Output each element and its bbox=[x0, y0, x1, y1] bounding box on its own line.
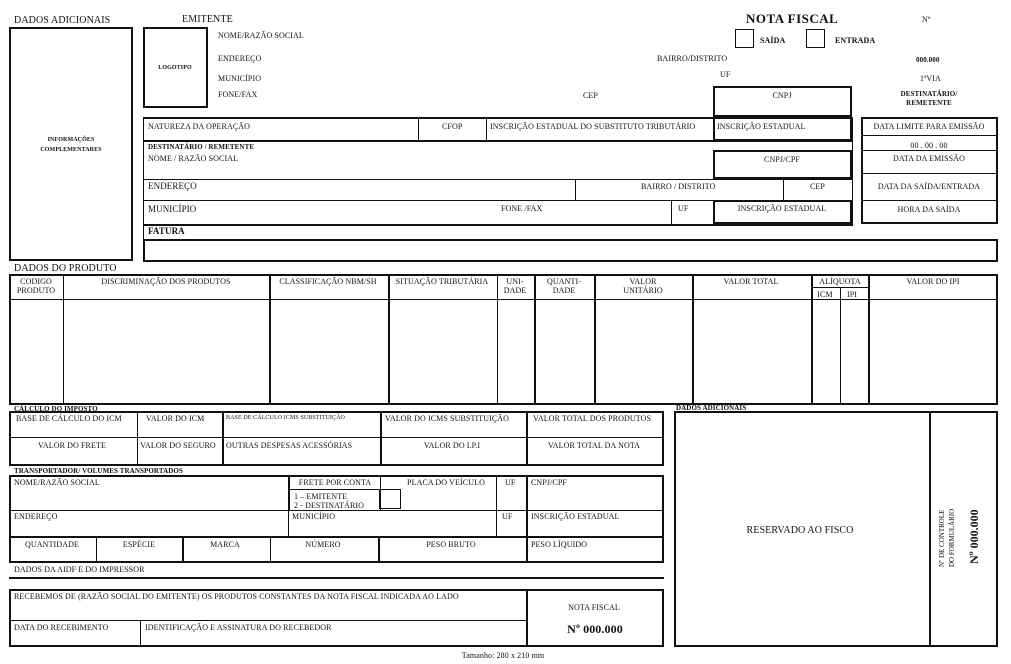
base-icm-label: BASE DE CÁLCULO DO ICM bbox=[16, 414, 122, 423]
aidf-label: DADOS DA AIDF E DO IMPRESSOR bbox=[14, 565, 145, 574]
nota-fiscal-title: NOTA FISCAL bbox=[746, 11, 839, 26]
identificacao-label: IDENTIFICAÇÃO E ASSINATURA DO RECEBEDOR bbox=[145, 623, 332, 632]
entrada-label: ENTRADA bbox=[835, 36, 876, 45]
uni-label: UNI- bbox=[506, 277, 524, 286]
destinatario-cep-label: CEP bbox=[810, 182, 825, 191]
base-subst-label: BASE DE CÁLCULO ICMS SUBSTITUIÇÃO bbox=[226, 415, 345, 421]
divider bbox=[575, 179, 576, 200]
destinatario-fone-label: FONE /FAX bbox=[501, 204, 543, 213]
aliquota-label: ALÍQUOTA bbox=[819, 277, 861, 286]
divider bbox=[526, 476, 528, 562]
peso-bruto-label: PESO BRUTO bbox=[426, 540, 476, 549]
fatura-label: FATURA bbox=[148, 226, 185, 236]
transp-nome-label: NOME/RAZÃO SOCIAL bbox=[14, 478, 100, 487]
valor-nota-label: VALOR TOTAL DA NOTA bbox=[547, 441, 641, 450]
data-emissao-label: DATA DA EMISSÃO bbox=[893, 154, 965, 163]
divider bbox=[222, 412, 224, 465]
divider bbox=[496, 476, 497, 537]
emitente-bairro-label: BAIRRO/DISTRITO bbox=[657, 54, 728, 63]
emitente-label: EMITENTE bbox=[182, 14, 233, 25]
valor-ipi-tax-label: VALOR DO I.P.I bbox=[423, 441, 481, 450]
divider bbox=[862, 200, 997, 201]
divider bbox=[486, 118, 487, 140]
destinatario-uf-label: UF bbox=[678, 204, 689, 213]
discriminacao-label: DISCRIMINAÇÃO DOS PRODUTOS bbox=[101, 277, 231, 286]
frete-destinatario-label: 2 - DESTINATÁRIO bbox=[294, 501, 365, 510]
ie-substituto-label: INSCRIÇÃO ESTADUAL DO SUBSTITUTO TRIBUTÁRIO bbox=[490, 122, 696, 131]
divider bbox=[378, 537, 380, 562]
emitente-municipio-label: MUNICÍPIO bbox=[218, 74, 262, 83]
divider bbox=[288, 510, 289, 536]
divider bbox=[526, 590, 528, 646]
divider bbox=[10, 510, 663, 511]
emitente-fone-label: FONE/FAX bbox=[218, 90, 258, 99]
emitente-cnpj-label: CNPJ bbox=[772, 91, 792, 100]
transp-uf-label: UF bbox=[505, 478, 516, 487]
produtos-title: DADOS DO PRODUTO bbox=[14, 263, 117, 274]
destinatario-municipio-label: MUNICÍPIO bbox=[148, 204, 197, 214]
data-limite-value: 00 . 00 . 00 bbox=[910, 141, 948, 150]
serie-value: 000.000 bbox=[916, 56, 940, 64]
frete-label: VALOR DO FRETE bbox=[38, 441, 106, 450]
controle-bottom-label: DO FORMULÁRIO bbox=[948, 508, 956, 567]
data-recebimento-label: DATA DO RECEBIMENTO bbox=[14, 623, 109, 632]
divider bbox=[418, 118, 419, 140]
divider bbox=[692, 275, 694, 404]
placa-label: PLACA DO VEÍCULO bbox=[407, 478, 485, 487]
informacoes-label: INFORMAÇÕES bbox=[47, 137, 95, 143]
transp-municipio-label: MUNICÍPIO bbox=[292, 512, 336, 521]
divider bbox=[143, 224, 853, 226]
codigo-label: CODIGO bbox=[20, 277, 52, 286]
quantidade-label: QUANTIDADE bbox=[25, 540, 79, 549]
saida-label: SAÍDA bbox=[760, 36, 786, 45]
cnpj-cpf-label: CNPJ/CPF bbox=[764, 155, 800, 164]
produto-label: PRODUTO bbox=[16, 286, 56, 295]
destinatario-title: DESTINATÁRIO / REMETENTE bbox=[148, 143, 255, 151]
divider bbox=[862, 150, 997, 151]
destinatario-bottom-label: REMETENTE bbox=[906, 99, 952, 107]
tamanho-label: Tamanho: 280 x 210 mm bbox=[461, 651, 545, 660]
destinatario-nome-label: NOME / RAZÃO SOCIAL bbox=[148, 154, 239, 163]
natureza-label: NATUREZA DA OPERAÇÃO bbox=[148, 122, 251, 131]
fatura-box bbox=[143, 239, 998, 262]
divider bbox=[10, 536, 663, 538]
cfop-label: CFOP bbox=[442, 122, 463, 131]
data-limite-label: DATA LIMITE PARA EMISSÃO bbox=[873, 122, 985, 131]
peso-liquido-label: PESO LÍQUIDO bbox=[531, 540, 588, 549]
numero-symbol: Nº bbox=[922, 15, 931, 24]
divider bbox=[9, 577, 664, 579]
hora-saida-label: HORA DA SAÍDA bbox=[897, 205, 961, 214]
emitente-uf-label: UF bbox=[720, 70, 731, 79]
divider bbox=[143, 179, 853, 180]
ie-label: INSCRIÇÃO ESTADUAL bbox=[717, 122, 806, 131]
emitente-endereco-label: ENDEREÇO bbox=[218, 54, 262, 63]
controle-top-label: Nº DE CONTROLE bbox=[938, 509, 946, 567]
transp-ie-label: INSCRIÇÃO ESTADUAL bbox=[531, 512, 620, 521]
divider bbox=[143, 140, 853, 142]
destinatario-bairro-label: BAIRRO / DISTRITO bbox=[641, 182, 716, 191]
transportador-title: TRANSPORTADOR/ VOLUMES TRANSPORTADOS bbox=[14, 467, 183, 475]
divider bbox=[380, 412, 382, 465]
divider bbox=[671, 200, 672, 224]
destinatario-ie-label: INSCRIÇÃO ESTADUAL bbox=[737, 204, 827, 213]
divider bbox=[497, 275, 498, 404]
via-label: 1ªVIA bbox=[920, 74, 941, 83]
dade-label: DADE bbox=[503, 286, 527, 295]
classificacao-label: CLASSIFICAÇÃO NBM/SH bbox=[279, 277, 377, 286]
divider bbox=[10, 299, 997, 300]
valor-label: VALOR bbox=[629, 277, 657, 286]
transp-uf2-label: UF bbox=[502, 512, 513, 521]
logotipo-label: LOGOTIPO bbox=[158, 65, 192, 71]
divider bbox=[868, 275, 870, 404]
frete-conta-label: FRETE POR CONTA bbox=[298, 478, 372, 487]
divider bbox=[10, 437, 663, 438]
valor-total-label: VALOR TOTAL bbox=[723, 277, 779, 286]
numero-label: NÚMERO bbox=[305, 540, 341, 549]
valor-subst-label: VALOR DO ICMS SUBSTITUIÇÃO bbox=[385, 414, 510, 423]
controle-numero: Nº 000.000 bbox=[967, 509, 981, 564]
divider bbox=[269, 275, 271, 404]
divider bbox=[929, 412, 931, 646]
transp-endereco-label: ENDEREÇO bbox=[14, 512, 58, 521]
emitente-nome-label: NOME/RAZÃO SOCIAL bbox=[218, 31, 304, 40]
especie-label: ESPÉCIE bbox=[122, 540, 156, 549]
divider bbox=[137, 412, 138, 465]
seguro-label: VALOR DO SEGURO bbox=[140, 441, 216, 450]
divider bbox=[783, 179, 784, 200]
emitente-cep-label: CEP bbox=[583, 91, 598, 100]
divider bbox=[812, 287, 868, 288]
unitario-label: UNITÁRIO bbox=[623, 286, 663, 295]
quanti-dade-label: DADE bbox=[552, 286, 576, 295]
divider bbox=[594, 275, 596, 404]
dados-adicionais-right-title: DADOS ADICIONAIS bbox=[676, 404, 747, 412]
frete-emitente-label: 1 – EMITENTE bbox=[294, 492, 348, 501]
marca-label: MARCA bbox=[210, 540, 240, 549]
divider bbox=[270, 537, 271, 562]
icm-label: ICM bbox=[817, 290, 833, 299]
divider bbox=[289, 489, 381, 490]
saida-checkbox[interactable] bbox=[735, 29, 754, 48]
recebemos-label: RECEBEMOS DE (RAZÃO SOCIAL DO EMITENTE) OS PRODUTOS CONSTANTES DA NOTA FISCAL INDICADA AO LADO bbox=[14, 592, 459, 601]
divider bbox=[862, 173, 997, 174]
divider bbox=[288, 476, 290, 511]
quanti-label: QUANTI- bbox=[546, 277, 582, 286]
divider bbox=[811, 275, 813, 404]
receipt-numero: Nº 000.000 bbox=[567, 622, 623, 636]
destinatario-endereco-label: ENDEREÇO bbox=[148, 181, 197, 191]
receipt-nota-fiscal-label: NOTA FISCAL bbox=[568, 603, 620, 612]
divider bbox=[534, 275, 536, 404]
reservado-fisco-label: RESERVADO AO FISCO bbox=[746, 525, 854, 536]
divider bbox=[96, 537, 97, 562]
valor-ipi-label: VALOR DO IPI bbox=[906, 277, 960, 286]
divider bbox=[63, 275, 64, 404]
complementares-label: COMPLEMENTARES bbox=[40, 147, 102, 153]
divider bbox=[388, 275, 390, 404]
divider bbox=[862, 135, 997, 136]
divider bbox=[526, 412, 528, 465]
entrada-checkbox[interactable] bbox=[806, 29, 825, 48]
divider bbox=[10, 620, 527, 621]
valor-produtos-label: VALOR TOTAL DOS PRODUTOS bbox=[533, 414, 652, 423]
transp-cnpj-label: CNPJ/CPF bbox=[531, 478, 567, 487]
outras-label: OUTRAS DESPESAS ACESSÓRIAS bbox=[226, 441, 353, 450]
divider bbox=[182, 537, 184, 562]
data-saida-label: DATA DA SAÍDA/ENTRADA bbox=[877, 182, 981, 191]
valor-icm-label: VALOR DO ICM bbox=[146, 414, 205, 423]
divider bbox=[140, 620, 141, 646]
divider bbox=[852, 117, 853, 225]
ipi-label: IPI bbox=[846, 290, 858, 299]
destinatario-top-label: DESTINATÁRIO/ bbox=[900, 90, 958, 98]
situacao-label: SITUAÇÃO TRIBUTÁRIA bbox=[395, 277, 489, 286]
frete-option-box[interactable] bbox=[379, 489, 401, 509]
divider bbox=[840, 287, 841, 404]
calculo-title: CÁLCULO DO IMPOSTO bbox=[14, 405, 98, 413]
dados-adicionais-label: DADOS ADICIONAIS bbox=[14, 15, 111, 26]
